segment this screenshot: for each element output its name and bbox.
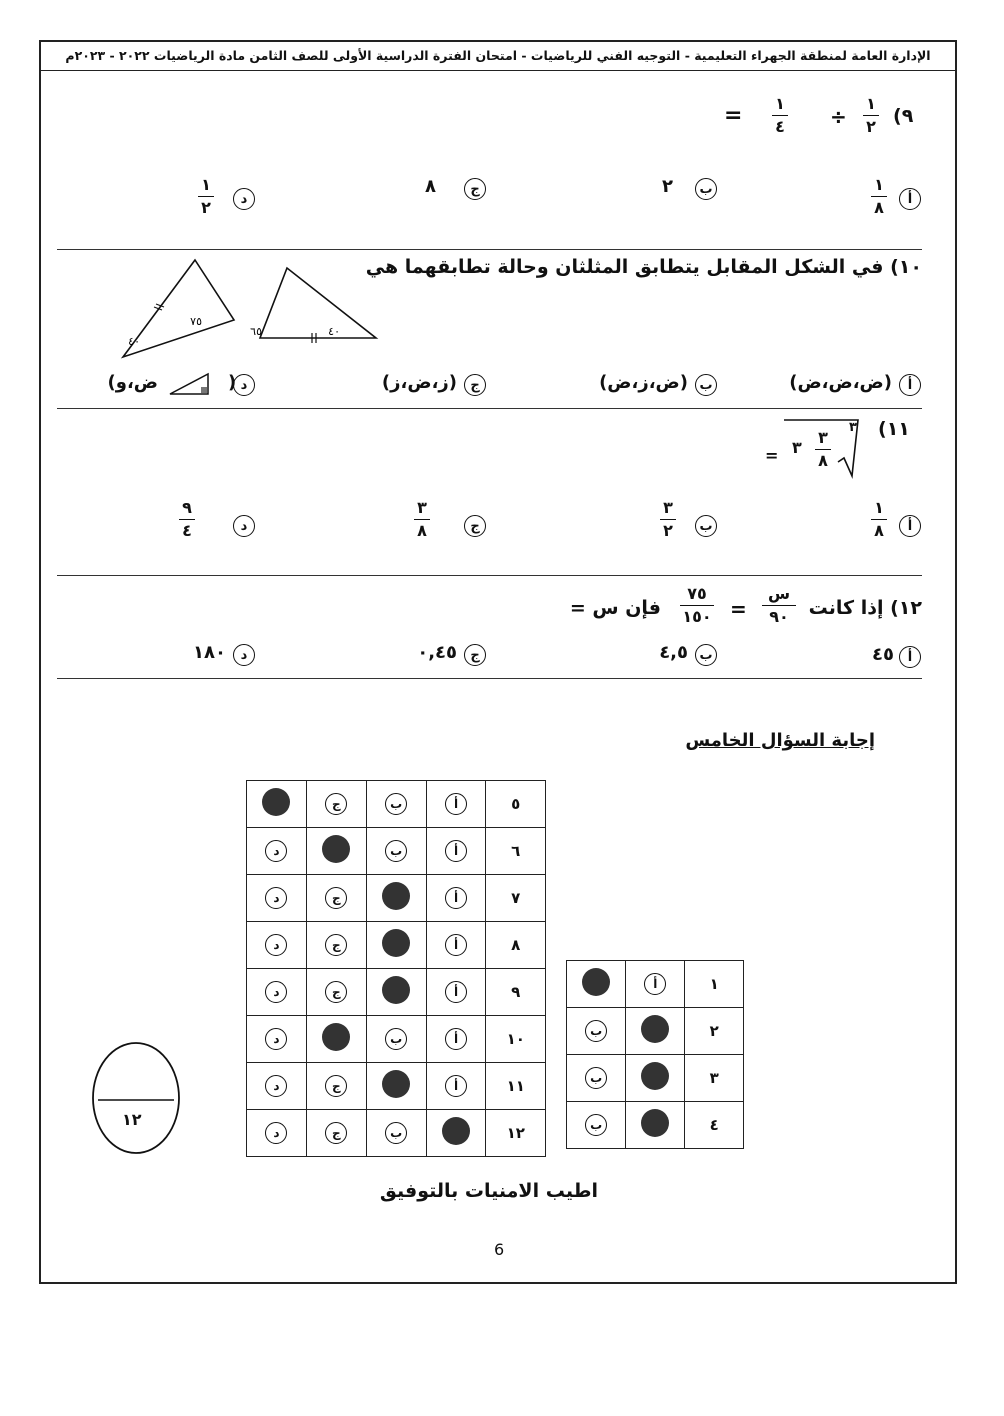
filled-answer-bubble (382, 1070, 410, 1098)
answer-option-bubble: أ (644, 973, 666, 995)
answer-option-bubble: ج (325, 887, 347, 909)
answer-cell[interactable] (366, 1016, 426, 1063)
divider (57, 678, 922, 679)
answer-cell[interactable] (426, 781, 486, 828)
answer-grid-small (566, 960, 744, 1149)
q11-option-b-letter[interactable]: ب (695, 515, 717, 537)
filled-answer-bubble (582, 968, 610, 996)
q11-root-index: ٣ (849, 420, 857, 435)
answer-option-bubble: د (265, 1122, 287, 1144)
answer-cell[interactable] (306, 1016, 366, 1063)
q12-fraction-1: س ٩٠ (762, 584, 796, 627)
q12-option-c-value: ٠,٤٥ (417, 642, 457, 663)
answer-row (247, 922, 546, 969)
answers-title: إجابة السؤال الخامس (685, 730, 875, 751)
answer-option-bubble: ب (385, 840, 407, 862)
answer-cell[interactable] (366, 1063, 426, 1110)
answer-row (567, 1102, 744, 1149)
q10-option-c-value: (ز،ض،ز) (381, 372, 457, 393)
t2-angle-b: ٤٠ (328, 325, 340, 338)
q9-option-c-value: ٨ (425, 176, 436, 197)
answer-cell[interactable] (567, 1008, 626, 1055)
answer-question-number: ١٠ (486, 1016, 546, 1063)
answer-option-bubble: أ (445, 1028, 467, 1050)
q12-option-d-value: ١٨٠ (193, 642, 226, 663)
q11-fraction: ٣ ٨ (815, 428, 831, 471)
q12-option-a-letter[interactable]: أ (899, 646, 921, 668)
divider (57, 575, 922, 576)
answer-cell[interactable] (366, 781, 426, 828)
answer-row (567, 961, 744, 1008)
q12-suffix: فإن س = (569, 597, 661, 619)
q9-equals: = (724, 103, 743, 128)
q12-option-b-value: ٤,٥ (659, 642, 688, 663)
t1-angle-b: ٤٠ (128, 335, 140, 348)
filled-answer-bubble (382, 976, 410, 1004)
answer-option-bubble: ج (325, 934, 347, 956)
q11-whole: ٣ (792, 438, 802, 457)
answer-option-bubble: د (265, 981, 287, 1003)
q12-fraction-2: ٧٥ ١٥٠ (680, 584, 714, 627)
answer-cell[interactable] (306, 781, 366, 828)
q10-text: ١٠) في الشكل المقابل يتطابق المثلثان وحالة تطابقهما هي (365, 256, 922, 278)
filled-answer-bubble (382, 882, 410, 910)
answer-cell[interactable] (426, 969, 486, 1016)
q9-option-b-letter[interactable]: ب (695, 178, 717, 200)
answer-option-bubble: ب (385, 1028, 407, 1050)
answer-row (567, 1055, 744, 1102)
filled-answer-bubble (322, 835, 350, 863)
answer-cell[interactable] (426, 828, 486, 875)
filled-answer-bubble (641, 1109, 669, 1137)
answer-cell[interactable] (247, 1063, 307, 1110)
answer-row (247, 828, 546, 875)
score-circle (90, 1040, 182, 1156)
answer-option-bubble: أ (445, 1075, 467, 1097)
answer-option-bubble: د (265, 1075, 287, 1097)
answer-question-number: ٥ (486, 781, 546, 828)
answer-cell[interactable] (366, 828, 426, 875)
answer-option-bubble: ب (385, 1122, 407, 1144)
answer-row (247, 1016, 546, 1063)
answer-cell[interactable] (426, 875, 486, 922)
answer-option-bubble: د (265, 934, 287, 956)
answer-option-bubble: ب (585, 1020, 607, 1042)
answer-option-bubble: د (265, 840, 287, 862)
q10-option-d-value: ض،و) (107, 372, 158, 393)
q11-option-a-value: ١ ٨ (871, 498, 887, 541)
q11-number: ١١) (878, 418, 910, 440)
answer-cell[interactable] (306, 875, 366, 922)
q11-option-d-letter[interactable]: د (233, 515, 255, 537)
answer-question-number: ٦ (486, 828, 546, 875)
q9-option-b-value: ٢ (662, 176, 673, 197)
answer-cell[interactable] (366, 1110, 426, 1157)
answer-option-bubble: أ (445, 981, 467, 1003)
filled-answer-bubble (641, 1015, 669, 1043)
exam-header: الإدارة العامة لمنطقة الجهراء التعليمية - التوجيه الفني للرياضيات - امتحان الفترة الدراسية الأولى للصف الثامن مادة الرياضيات ٢٠٢٢ - ٢٠٢٣م (41, 42, 955, 71)
answer-cell[interactable] (366, 922, 426, 969)
answer-question-number: ٧ (486, 875, 546, 922)
answer-option-bubble: ب (585, 1114, 607, 1136)
answer-cell[interactable] (306, 969, 366, 1016)
q9-option-d-value: ١ ٢ (198, 175, 214, 218)
answer-row (247, 969, 546, 1016)
answer-question-number: ٨ (486, 922, 546, 969)
answer-option-bubble: ب (385, 793, 407, 815)
answer-row (247, 781, 546, 828)
answer-option-bubble: أ (445, 887, 467, 909)
answer-cell[interactable] (567, 961, 626, 1008)
answer-cell[interactable] (426, 922, 486, 969)
q12-equals: = (730, 597, 747, 621)
answer-cell[interactable] (366, 875, 426, 922)
q12-option-a-value: ٤٥ (872, 644, 894, 665)
answer-row (247, 1110, 546, 1157)
q9-number: ٩) (893, 105, 914, 127)
answer-cell[interactable] (567, 1102, 626, 1149)
answer-option-bubble: أ (445, 934, 467, 956)
q11-option-c-letter[interactable]: ج (464, 515, 486, 537)
q11-option-b-value: ٣ ٢ (660, 498, 676, 541)
q9-option-c-letter[interactable]: ج (464, 178, 486, 200)
q10-option-b-letter[interactable]: ب (695, 374, 717, 396)
answer-question-number: ١١ (486, 1063, 546, 1110)
answer-cell[interactable] (366, 969, 426, 1016)
q10-option-a-value: (ض،ض،ض) (789, 372, 892, 393)
q12-option-c-letter[interactable]: ج (464, 644, 486, 666)
answer-option-bubble: ج (325, 981, 347, 1003)
answer-cell[interactable] (426, 1063, 486, 1110)
q11-option-a-letter[interactable]: أ (899, 515, 921, 537)
q11-option-d-value: ٩ ٤ (179, 498, 195, 541)
answer-cell[interactable] (306, 922, 366, 969)
answer-cell[interactable] (426, 1110, 486, 1157)
answer-cell[interactable] (247, 828, 307, 875)
answer-cell[interactable] (567, 1055, 626, 1102)
answer-question-number: ١ (685, 961, 744, 1008)
filled-answer-bubble (262, 788, 290, 816)
answer-question-number: ١٢ (486, 1110, 546, 1157)
q12-option-b-letter[interactable]: ب (695, 644, 717, 666)
answer-cell[interactable] (626, 961, 685, 1008)
answer-option-bubble: د (265, 887, 287, 909)
q10-option-c-letter[interactable]: ج (464, 374, 486, 396)
q11-option-c-value: ٣ ٨ (414, 498, 430, 541)
q9-option-a-letter[interactable]: أ (899, 188, 921, 210)
divider (57, 249, 922, 250)
answer-option-bubble: ج (325, 1075, 347, 1097)
answer-option-bubble: ج (325, 1122, 347, 1144)
q12-option-d-letter[interactable]: د (233, 644, 255, 666)
filled-answer-bubble (442, 1117, 470, 1145)
q12-prefix: ١٢) إذا كانت (808, 597, 922, 619)
answer-option-bubble: أ (445, 840, 467, 862)
answer-option-bubble: ج (325, 793, 347, 815)
answer-cell[interactable] (247, 1110, 307, 1157)
right-triangle-icon (168, 372, 212, 396)
congruent-triangles-figure (110, 255, 400, 365)
answer-cell[interactable] (306, 1063, 366, 1110)
answer-question-number: ٤ (685, 1102, 744, 1149)
answer-option-bubble: أ (445, 793, 467, 815)
answer-cell[interactable] (247, 922, 307, 969)
closing-text: اطيب الامنيات بالتوفيق (379, 1180, 598, 1202)
answer-question-number: ٢ (685, 1008, 744, 1055)
answer-row (247, 875, 546, 922)
answer-option-bubble: ب (585, 1067, 607, 1089)
q9-option-a-value: ١ ٨ (871, 175, 887, 218)
answer-cell[interactable] (306, 1110, 366, 1157)
q10-option-a-letter[interactable]: أ (899, 374, 921, 396)
t2-angle-a: ٦٥ (250, 325, 262, 338)
answer-cell[interactable] (306, 828, 366, 875)
q11-equals: = (765, 446, 779, 465)
q10-option-b-value: (ض،ز،ض) (599, 372, 688, 393)
filled-answer-bubble (641, 1062, 669, 1090)
t1-angle-a: ٧٥ (190, 315, 202, 328)
answer-row (567, 1008, 744, 1055)
score-total: ١٢ (122, 1110, 142, 1129)
q10-option-d-letter[interactable]: د (233, 374, 255, 396)
q9-fraction-b: ١ ٤ (772, 94, 788, 137)
answer-cell[interactable] (426, 1016, 486, 1063)
page-number: 6 (494, 1240, 505, 1259)
filled-answer-bubble (382, 929, 410, 957)
answer-cell[interactable] (626, 1055, 685, 1102)
answer-cell[interactable] (247, 781, 307, 828)
answer-question-number: ٣ (685, 1055, 744, 1102)
answer-row (247, 1063, 546, 1110)
q9-fraction-a: ١ ٢ (863, 94, 879, 137)
answer-option-bubble: د (265, 1028, 287, 1050)
q9-divide-sign: ÷ (830, 105, 847, 129)
filled-answer-bubble (322, 1023, 350, 1051)
divider (57, 408, 922, 409)
answer-cell[interactable] (626, 1102, 685, 1149)
answer-cell[interactable] (247, 969, 307, 1016)
q9-option-d-letter[interactable]: د (233, 188, 255, 210)
answer-question-number: ٩ (486, 969, 546, 1016)
answer-grid-main (246, 780, 546, 1157)
answer-cell[interactable] (247, 875, 307, 922)
answer-cell[interactable] (247, 1016, 307, 1063)
answer-cell[interactable] (626, 1008, 685, 1055)
